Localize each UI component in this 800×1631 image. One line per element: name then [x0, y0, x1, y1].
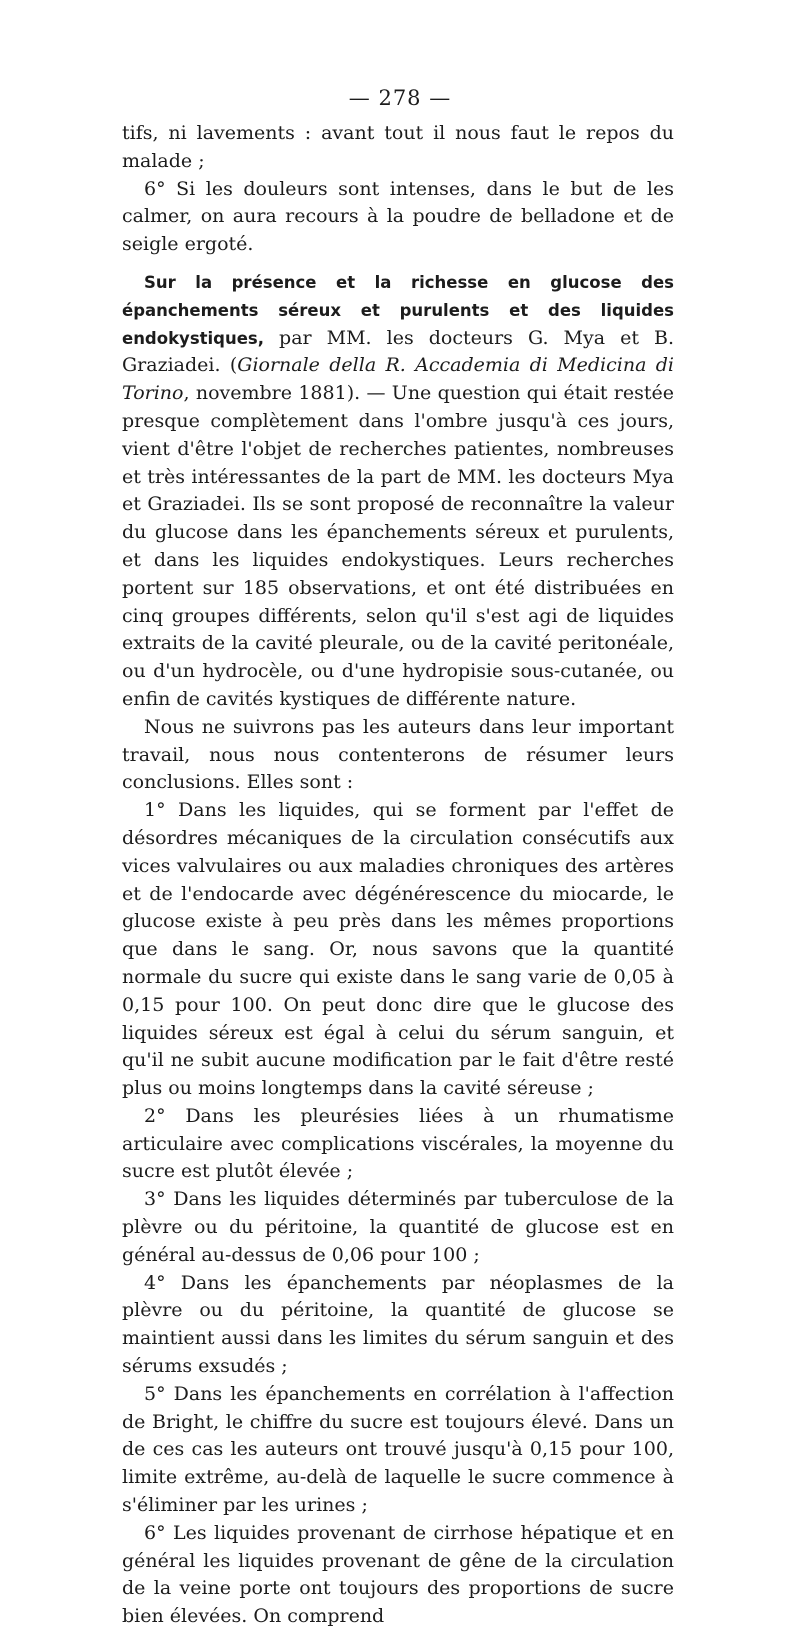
paragraph-conclusion-1: 1° Dans les liquides, qui se forment par l'effet de désordres mécaniques de la circulation consécutifs aux vices valvulaires ou aux maladies chroniques des artères et de l'endocarde avec dégénérescence du miocarde, le glucose existe à peu près dans les mêmes proportions que dans le sang. Or, nous savons que la quantité normale du sucre qui existe dans le sang varie de 0,05 à 0,15 pour 100. On peut donc dire que le glucose des liquides séreux est égal à celui du sérum sanguin, et qu'il ne subit aucune modification par le fait d'être resté plus ou moins longtemps dans la cavité séreuse ;	[122, 799, 674, 1100]
paragraph-conclusion-2: 2° Dans les pleurésies liées à un rhumatisme articulaire avec complications viscérales, la moyenne du sucre est plutôt élevée ;	[122, 1104, 674, 1183]
page-body	[122, 120, 674, 1631]
article-heading: Sur la présence et la richesse en glucose des épanchements séreux et purulents et des liquides endokystiques,	[122, 272, 674, 348]
paragraph-conclusion-4: 4° Dans les épanchements par néoplasmes de la plèvre ou du péritoine, la quantité de glucose se maintient aussi dans les limites du sérum sanguin et des sérums exsudés ;	[122, 1271, 674, 1378]
paragraph-conclusion-6: 6° Les liquides provenant de cirrhose hépatique et en général les liquides provenant de gêne de la circulation de la veine porte ont toujours des proportions de sucre bien élevées. On comprend	[122, 1521, 674, 1628]
paragraph-conclusion-3: 3° Dans les liquides déterminés par tuberculose de la plèvre ou du péritoine, la quantité de glucose est en général au-dessus de 0,06 pour 100 ;	[122, 1188, 674, 1266]
article-authors: par MM. les docteurs G. Mya et B. Graziadei. (	[122, 326, 674, 377]
page-number: — 278 —	[348, 86, 452, 110]
paragraph-continued: tifs, ni lavements : avant tout il nous faut le repos du malade ;	[122, 122, 674, 172]
paragraph-intro-conclusions: Nous ne suivrons pas les auteurs dans leur important travail, nous nous contenterons de résumer leurs conclusions. Elles sont :	[122, 715, 674, 794]
article-journal: Giornale della R. Accademia di Medicina di Torino	[122, 354, 674, 405]
article-text: , novembre 1881). — Une question qui était restée presque complètement dans l'ombre jusqu'à ces jours, vient d'être l'objet de recherches patientes, nombreuses et très intéressantes de la part de MM. les docteurs Mya et Graziadei. Ils se sont proposé de reconnaître la valeur du glucose dans les épanchements séreux et purulents, et dans les liquides endokystiques. Leurs recherches portent sur 185 observations, et ont été distribuées en cinq groupes différents, selon qu'il s'est agi de liquides extraits de la cavité pleurale, ou de la cavité peritonéale, ou d'un hydrocèle, ou d'une hydropisie sous-cutanée, ou enfin de cavités kystiques de différente nature.	[122, 382, 674, 710]
paragraph-item-6-treatment: 6° Si les douleurs sont intenses, dans le but de les calmer, on aura recours à la poudre de belladone et de seigle ergoté.	[122, 177, 674, 256]
paragraph-article	[122, 269, 674, 714]
paragraph-conclusion-5: 5° Dans les épanchements en corrélation à l'affection de Bright, le chiffre du sucre est toujours élevé. Dans un de ces cas les auteurs ont trouvé jusqu'à 0,15 pour 100, limite extrême, au-delà de laquelle le sucre commence à s'éliminer par les urines ;	[122, 1382, 674, 1517]
